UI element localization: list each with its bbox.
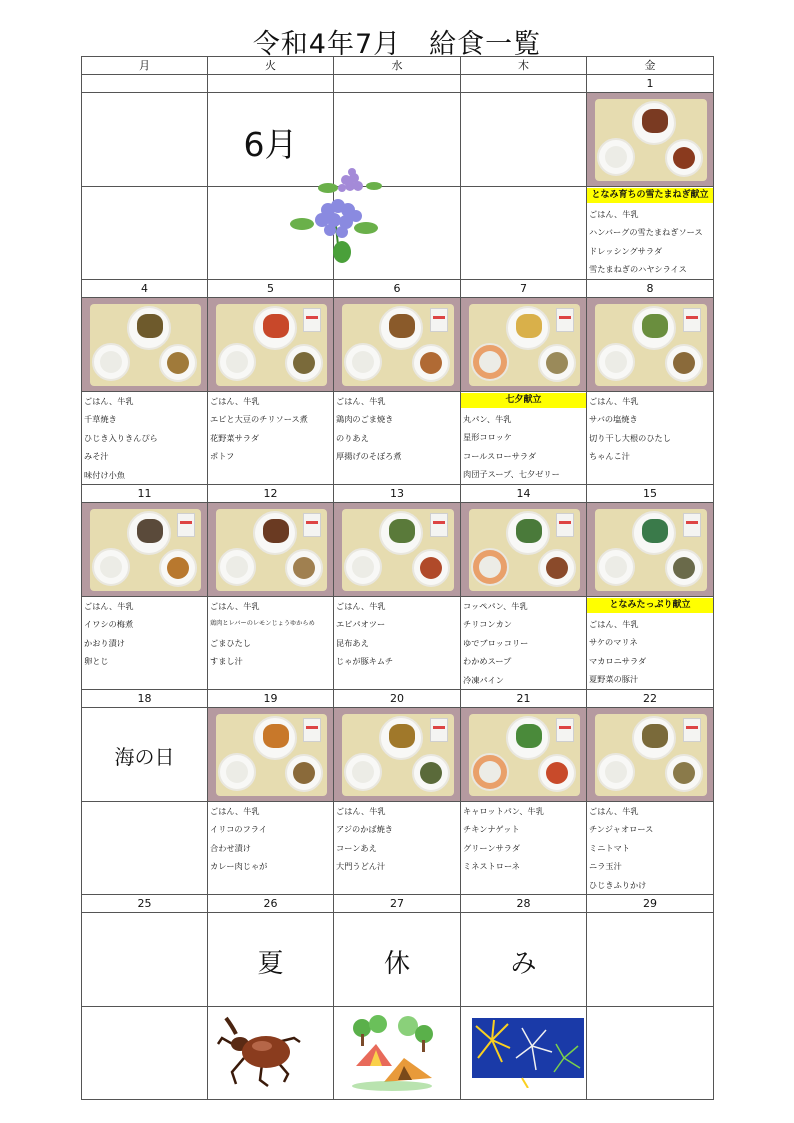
date-cell: 21 — [461, 690, 587, 708]
menu-item: 冷凍パイン — [463, 674, 504, 685]
menu-item: イリコのフライ — [210, 824, 267, 835]
menu-item: ごはん、牛乳 — [210, 601, 260, 612]
menu-item: ごはん、牛乳 — [589, 806, 639, 817]
meal-photo — [334, 503, 460, 596]
meal-photo — [461, 708, 586, 801]
meal-photo — [587, 708, 713, 801]
photo-cell — [461, 708, 587, 802]
lunch-calendar — [81, 56, 714, 1100]
photo-cell — [334, 298, 461, 392]
vacation-cell — [334, 913, 461, 1007]
week1-menu-row — [82, 187, 714, 280]
menu-item: 味付け小魚 — [84, 469, 125, 480]
menu-item: ごはん、牛乳 — [589, 209, 639, 219]
photo-cell — [334, 708, 461, 802]
meal-photo — [334, 298, 460, 391]
photo-cell — [587, 298, 714, 392]
week2-photo-row — [82, 298, 714, 392]
menu-item: 雪たまねぎのハヤシライス — [589, 264, 687, 275]
meal-photo — [82, 503, 207, 596]
meal-photo — [587, 503, 713, 596]
photo-cell — [587, 93, 714, 187]
menu-cell — [334, 392, 461, 485]
vacation-cell — [461, 913, 587, 1007]
menu-item: サバの塩焼き — [589, 414, 638, 425]
menu-item: じゃが豚キムチ — [336, 656, 394, 667]
menu-item: チキンナゲット — [463, 824, 520, 835]
menu-item: 卵とじ — [84, 656, 109, 667]
date-cell: 15 — [587, 485, 714, 503]
date-cell: 27 — [334, 895, 461, 913]
meal-photo — [208, 708, 333, 801]
page-title: 令和4年7月 給食一覧 — [252, 29, 542, 60]
date-cell: 29 — [587, 895, 714, 913]
vacation-char: 休 — [383, 949, 410, 980]
menu-item: アジのかば焼き — [336, 824, 393, 835]
menu-item: 鶏肉とレバーのレモンじょうゆからめ — [210, 620, 315, 628]
menu-cell — [461, 597, 587, 690]
week1-date-row — [82, 75, 714, 93]
menu-cell — [208, 597, 334, 690]
photo-cell — [587, 503, 714, 597]
meal-photo — [587, 93, 713, 186]
menu-cell — [334, 802, 461, 895]
menu-cell — [587, 802, 714, 895]
date-cell: 19 — [208, 690, 334, 708]
menu-item: ごはん、牛乳 — [589, 396, 639, 406]
menu-item: ひじきふりかけ — [589, 879, 647, 890]
weekday-tue: 火 — [208, 57, 334, 75]
weekday-wed: 水 — [334, 57, 461, 75]
menu-item: ちゃんこ汁 — [589, 451, 630, 462]
menu-cell — [587, 597, 714, 690]
photo-cell — [461, 298, 587, 392]
menu-item: ごはん、牛乳 — [210, 806, 260, 817]
menu-item: ポトフ — [210, 451, 235, 462]
date-cell: 13 — [334, 485, 461, 503]
empty-cell — [82, 93, 208, 187]
meal-photo — [334, 708, 460, 801]
menu-item: ハンバーグの雪たまねぎソース — [589, 227, 703, 238]
weekday-mon: 月 — [82, 57, 208, 75]
photo-cell — [208, 708, 334, 802]
date-cell: 11 — [82, 485, 208, 503]
vacation-cell — [208, 913, 334, 1007]
week4-menu-row — [82, 802, 714, 895]
photo-cell — [334, 503, 461, 597]
hydrangea-icon — [288, 166, 384, 266]
menu-item: すまし汁 — [210, 656, 243, 667]
empty-cell — [461, 93, 587, 187]
fireworks-icon — [472, 1018, 584, 1088]
meal-photo — [208, 503, 333, 596]
menu-cell — [587, 187, 714, 280]
weekday-thu: 木 — [461, 57, 587, 75]
menu-cell — [208, 802, 334, 895]
empty-cell — [82, 187, 208, 280]
menu-item: 肉団子スープ、七夕ゼリー — [463, 469, 560, 480]
camping-tent-icon — [342, 1014, 442, 1092]
meal-photo — [461, 298, 586, 391]
menu-item: エビパオツー — [336, 619, 386, 630]
photo-cell — [208, 298, 334, 392]
menu-item: 星形コロッケ — [463, 432, 512, 443]
special-menu-badge: となみたっぷり献立 — [587, 598, 713, 613]
date-cell: 18 — [82, 690, 208, 708]
date-cell: 1 — [587, 75, 714, 93]
menu-item: ごはん、牛乳 — [84, 396, 134, 406]
meal-photo — [461, 503, 586, 596]
week4-photo-row — [82, 708, 714, 802]
menu-item: わかめスープ — [463, 656, 512, 667]
menu-item: ごはん、牛乳 — [84, 601, 134, 612]
vacation-char: み — [510, 949, 537, 980]
empty-cell — [82, 913, 208, 1007]
date-cell: 25 — [82, 895, 208, 913]
menu-item: コールスローサラダ — [463, 450, 537, 461]
holiday-cell — [82, 708, 208, 802]
menu-item: マカロニサラダ — [589, 655, 647, 666]
week3-photo-row — [82, 503, 714, 597]
menu-item: ごはん、牛乳 — [336, 806, 386, 817]
menu-item: ミネストローネ — [463, 861, 520, 872]
meal-photo — [208, 298, 333, 391]
menu-item: 丸パン、牛乳 — [463, 414, 512, 424]
menu-cell — [208, 392, 334, 485]
menu-item: ミニトマト — [589, 842, 630, 853]
week2-menu-row — [82, 392, 714, 485]
empty-cell — [587, 913, 714, 1007]
menu-item: コッペパン、牛乳 — [463, 601, 528, 612]
date-cell — [82, 75, 208, 93]
menu-item: コーンあえ — [336, 842, 377, 853]
menu-item: 切り干し大根のひたし — [589, 432, 671, 443]
menu-item: ごはん、牛乳 — [336, 396, 386, 406]
vacation-char: 夏 — [257, 949, 284, 980]
week3-menu-row — [82, 597, 714, 690]
menu-item: カレー肉じゃが — [210, 861, 268, 872]
week2-date-row — [82, 280, 714, 298]
empty-cell — [587, 1007, 714, 1100]
menu-cell — [82, 597, 208, 690]
menu-item: のりあえ — [336, 432, 369, 443]
week3-date-row — [82, 485, 714, 503]
menu-item: チリコンカン — [463, 619, 512, 630]
empty-cell — [461, 187, 587, 280]
menu-item: 合わせ漬け — [210, 842, 251, 853]
menu-cell — [82, 392, 208, 485]
menu-item: 夏野菜の豚汁 — [589, 674, 639, 685]
weekday-header-row — [82, 57, 714, 75]
menu-item: 厚揚げのそぼろ煮 — [336, 451, 402, 462]
menu-item: ごはん、牛乳 — [589, 619, 639, 630]
menu-item: 千草焼き — [84, 414, 117, 425]
menu-item: イワシの梅煮 — [84, 619, 134, 630]
menu-item: ごまひたし — [210, 637, 251, 648]
date-cell: 26 — [208, 895, 334, 913]
date-cell: 12 — [208, 485, 334, 503]
photo-cell — [82, 503, 208, 597]
june-label: 6月 — [243, 125, 298, 164]
menu-item: エビと大豆のチリソース煮 — [210, 414, 308, 425]
beetle-icon — [214, 1012, 306, 1092]
date-cell: 14 — [461, 485, 587, 503]
date-cell: 7 — [461, 280, 587, 298]
meal-photo — [587, 298, 713, 391]
menu-item: ニラ玉汁 — [589, 861, 622, 872]
menu-item: ごはん、牛乳 — [336, 601, 386, 612]
menu-item: キャロットパン、牛乳 — [463, 806, 544, 817]
empty-cell — [82, 1007, 208, 1100]
menu-cell — [461, 802, 587, 895]
menu-item: 大門うどん汁 — [336, 861, 386, 872]
menu-cell — [587, 392, 714, 485]
date-cell: 8 — [587, 280, 714, 298]
photo-cell — [461, 503, 587, 597]
date-cell: 5 — [208, 280, 334, 298]
date-cell: 20 — [334, 690, 461, 708]
menu-item: チンジャオロース — [589, 824, 654, 835]
week5-photo-row — [82, 913, 714, 1007]
date-cell: 4 — [82, 280, 208, 298]
menu-item: かおり漬け — [84, 637, 125, 648]
menu-item: 鶏肉のごま焼き — [336, 414, 394, 425]
date-cell — [334, 75, 461, 93]
menu-item: ごはん、牛乳 — [210, 396, 260, 406]
date-cell — [461, 75, 587, 93]
menu-item: みそ汁 — [84, 451, 109, 462]
photo-cell — [587, 708, 714, 802]
menu-item: ドレッシングサラダ — [589, 245, 663, 256]
menu-cell — [334, 597, 461, 690]
date-cell: 6 — [334, 280, 461, 298]
date-cell: 28 — [461, 895, 587, 913]
photo-cell — [82, 298, 208, 392]
special-menu-badge: となみ育ちの雪たまねぎ献立 — [587, 188, 713, 203]
weekday-fri: 金 — [587, 57, 714, 75]
menu-item: サケのマリネ — [589, 637, 638, 648]
week1-photo-row — [82, 93, 714, 187]
date-cell — [208, 75, 334, 93]
menu-item: 昆布あえ — [336, 637, 369, 648]
meal-photo — [82, 298, 207, 391]
menu-item: ゆでブロッコリー — [463, 637, 529, 648]
special-menu-badge: 七夕献立 — [461, 393, 586, 408]
date-cell: 22 — [587, 690, 714, 708]
photo-cell — [208, 503, 334, 597]
empty-cell — [82, 802, 208, 895]
menu-item: グリーンサラダ — [463, 842, 521, 853]
menu-cell — [461, 392, 587, 485]
holiday-label: 海の日 — [114, 745, 175, 770]
week4-date-row — [82, 690, 714, 708]
week5-date-row — [82, 895, 714, 913]
menu-item: ひじき入りきんぴら — [84, 432, 158, 443]
menu-item: 花野菜サラダ — [210, 432, 260, 443]
